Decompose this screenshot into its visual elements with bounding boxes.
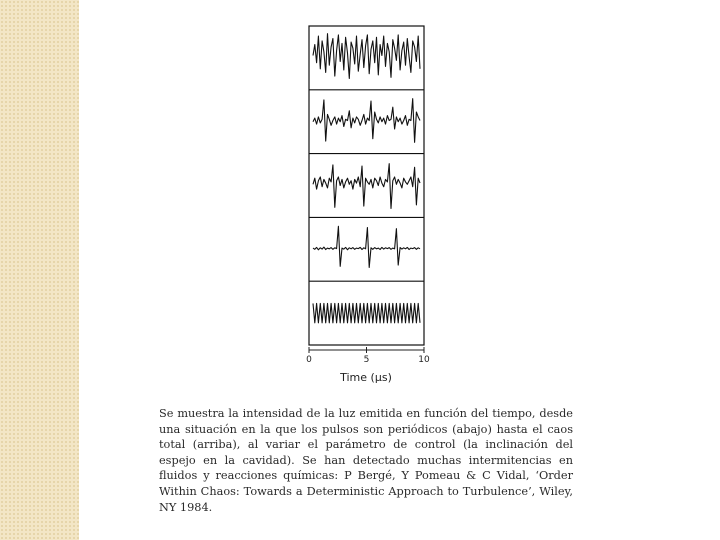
figure-caption: Se muestra la intensidad de la luz emitida en función del tiempo, desde una situación en la que los pulsos son periódicos (abajo) hasta el caos total (arriba), al variar el parámetro de control (la inclinación del espejo en la cavidad). Se han detectado muchas intermitencias en fluidos y reacciones químicas: P Bergé, Y Pomeau & C Vidal, ‘Order Within Chaos: Towards a Deterministic Approach to Turbulence’, Wiley, NY 1984. [159, 407, 573, 514]
signal-trace-1 [313, 34, 420, 79]
signal-trace-5 [313, 303, 420, 322]
x-tick-label: 5 [363, 355, 370, 365]
x-tick-label: 10 [418, 355, 430, 365]
signal-trace-2 [313, 99, 420, 143]
x-tick-label: 0 [306, 355, 312, 365]
x-axis-title: Time (µs) [340, 371, 392, 384]
x-axis [306, 347, 430, 384]
signal-trace-3 [313, 164, 420, 209]
chart-panels [309, 26, 424, 345]
signal-trace-4 [313, 226, 420, 267]
